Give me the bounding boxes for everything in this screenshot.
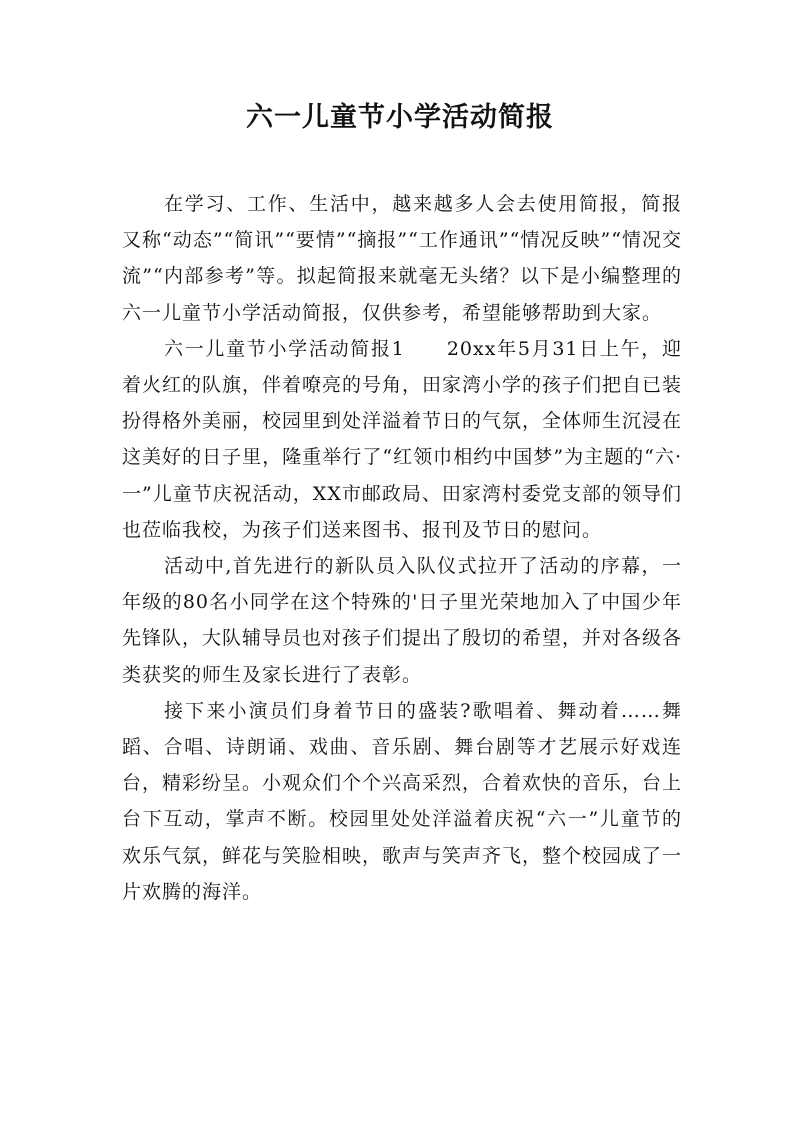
briefing-paragraph-2: 活动中,首先进行的新队员入队仪式拉开了活动的序幕，一年级的80名小同学在这个特殊的'日子里光荣地加入了中国少年先锋队，大队辅导员也对孩子们提出了殷切的希望，并对各级各类获奖的师生及家长进行了表彰。 <box>122 555 683 686</box>
intro-paragraph: 在学习、工作、生活中，越来越多人会去使用简报，简报又称“动态”“简讯”“要情”“摘报”“工作通讯”“情况反映”“情况交流”“内部参考”等。拟起简报来就毫无头绪？以下是小编整理的六一儿童节小学活动简报，仅供参考，希望能够帮助到大家。 <box>122 193 682 324</box>
document-title: 六一儿童节小学活动简报 <box>246 102 554 133</box>
briefing-paragraph-3: 接下来小演员们身着节日的盛装?歌唱着、舞动着……舞蹈、合唱、诗朗诵、戏曲、音乐剧、舞台剧等才艺展示好戏连台，精彩纷呈。小观众们个个兴高采烈，合着欢快的音乐，台上台下互动，掌声不断。校园里处处洋溢着庆祝“六一”儿童节的欢乐气氛，鲜花与笑脸相映，歌声与笑声齐飞，整个校园成了一片欢腾的海洋。 <box>122 699 683 903</box>
briefing-paragraph-1: 六一儿童节小学活动简报1 20xx年5月31日上午，迎着火红的队旗，伴着嘹亮的号角，田家湾小学的孩子们把自已装扮得格外美丽，校园里到处洋溢着节日的气氛，全体师生沉浸在这美好的日子里，隆重举行了“红领巾相约中国梦”为主题的“六·一”儿童节庆祝活动，XX市邮政局、田家湾村委党支部的领导们也莅临我校，为孩子们送来图书、报刊及节日的慰问。 <box>122 337 683 541</box>
document-body <box>122 186 682 910</box>
